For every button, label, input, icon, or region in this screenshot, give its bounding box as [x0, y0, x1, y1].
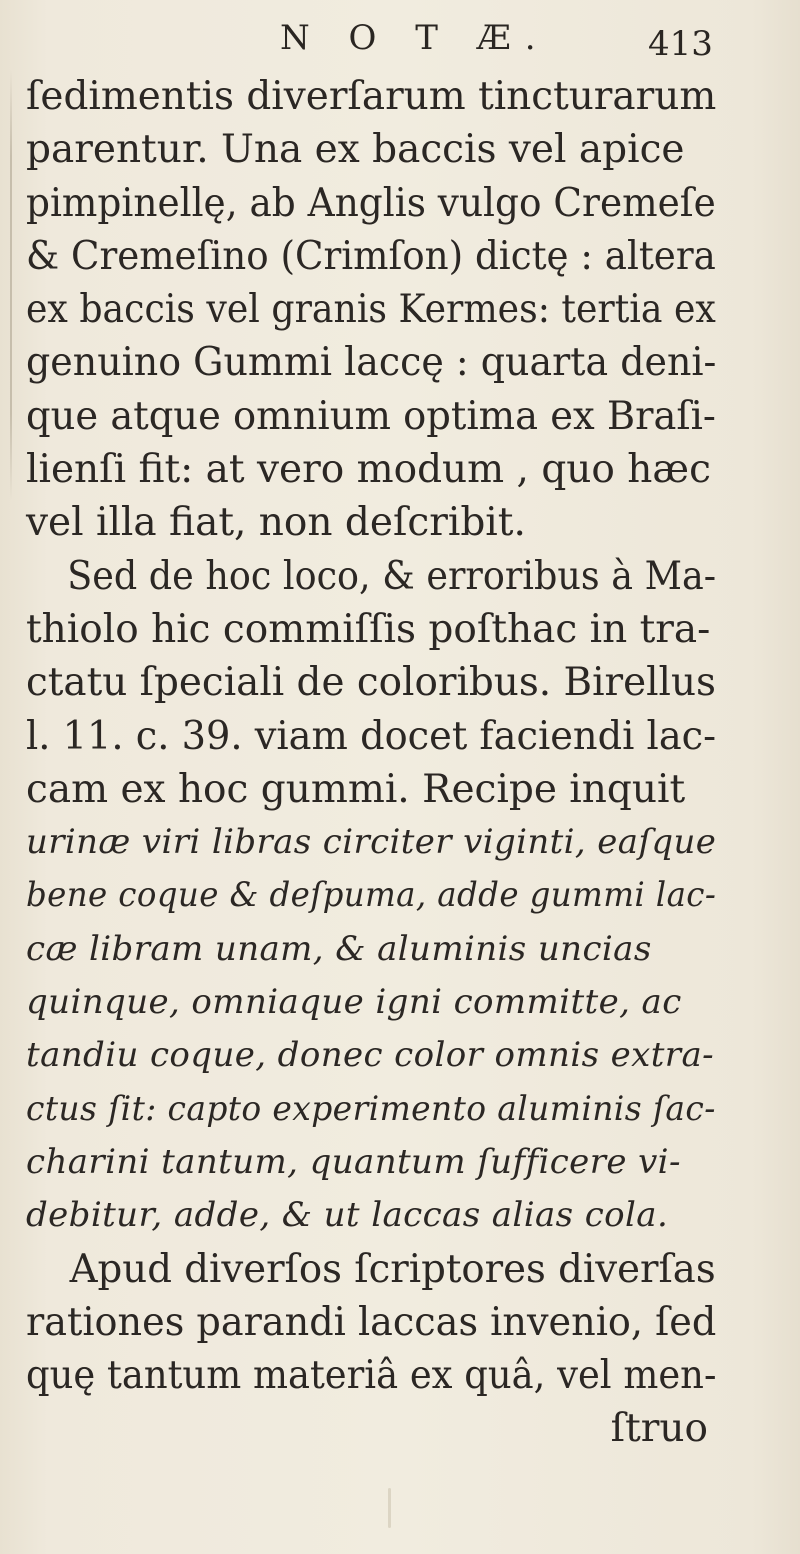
- text-line: l. 11. c. 39. viam docet faciendi lac-: [26, 713, 717, 759]
- running-head: N O T Æ.: [280, 18, 550, 58]
- text-line: pimpinellę, ab Anglis vulgo Cremeſe: [26, 180, 716, 226]
- text-line: Sed de hoc loco, & erroribus à Ma-: [67, 553, 717, 599]
- text-line: charini tantum, quantum ſufficere vi-: [26, 1141, 681, 1182]
- catchword: ſtruo: [610, 1406, 708, 1452]
- text-line: que atque omnium optima ex Braſi-: [26, 393, 716, 439]
- text-line: ctatu ſpeciali de coloribus. Birellus: [26, 660, 717, 706]
- page-number: 413: [648, 24, 713, 64]
- text-line: cam ex hoc gummi. Recipe inquit: [26, 766, 686, 812]
- text-line: parentur. Una ex baccis vel apice: [26, 127, 685, 173]
- text-line: bene coque & deſpuma, adde gummi lac-: [26, 875, 717, 916]
- text-line: cæ libram unam, & aluminis uncias: [26, 928, 652, 969]
- page-header: [0, 10, 800, 64]
- text-line: vel illa fiat, non deſcribit.: [26, 500, 526, 546]
- text-line: ſedimentis diverſarum tincturarum: [26, 74, 717, 119]
- gutter-shadow: [10, 70, 12, 500]
- text-line: thiolo hic commiſſis poſthac in tra-: [26, 606, 711, 652]
- body-text: [26, 70, 716, 1456]
- text-line: urinæ viri libras circiter viginti, eaſque: [26, 822, 717, 863]
- text-line: lienſi fit: at vero modum , quo hæc: [26, 447, 711, 493]
- paper-mark: [388, 1488, 391, 1528]
- text-line: genuino Gummi laccę : quarta deni-: [26, 340, 717, 386]
- text-line: quę tantum materiâ ex quâ, vel men-: [26, 1353, 717, 1399]
- text-line: ex baccis vel granis Kermes: tertia ex: [26, 287, 716, 333]
- text-line: Apud diverſos ſcriptores diverſas: [69, 1246, 716, 1292]
- text-line: debitur, adde, & ut laccas alias cola.: [26, 1195, 669, 1236]
- text-line: tandiu coque, donec color omnis extra-: [26, 1035, 715, 1076]
- text-line: ctus ſit: capto experimento aluminis ſac-: [26, 1088, 716, 1129]
- text-line: rationes parandi laccas invenio, ſed: [26, 1299, 717, 1345]
- text-line: quinque, omniaque igni committe, ac: [26, 982, 682, 1023]
- text-line: & Cremeſino (Crimſon) dictę : altera: [26, 233, 716, 279]
